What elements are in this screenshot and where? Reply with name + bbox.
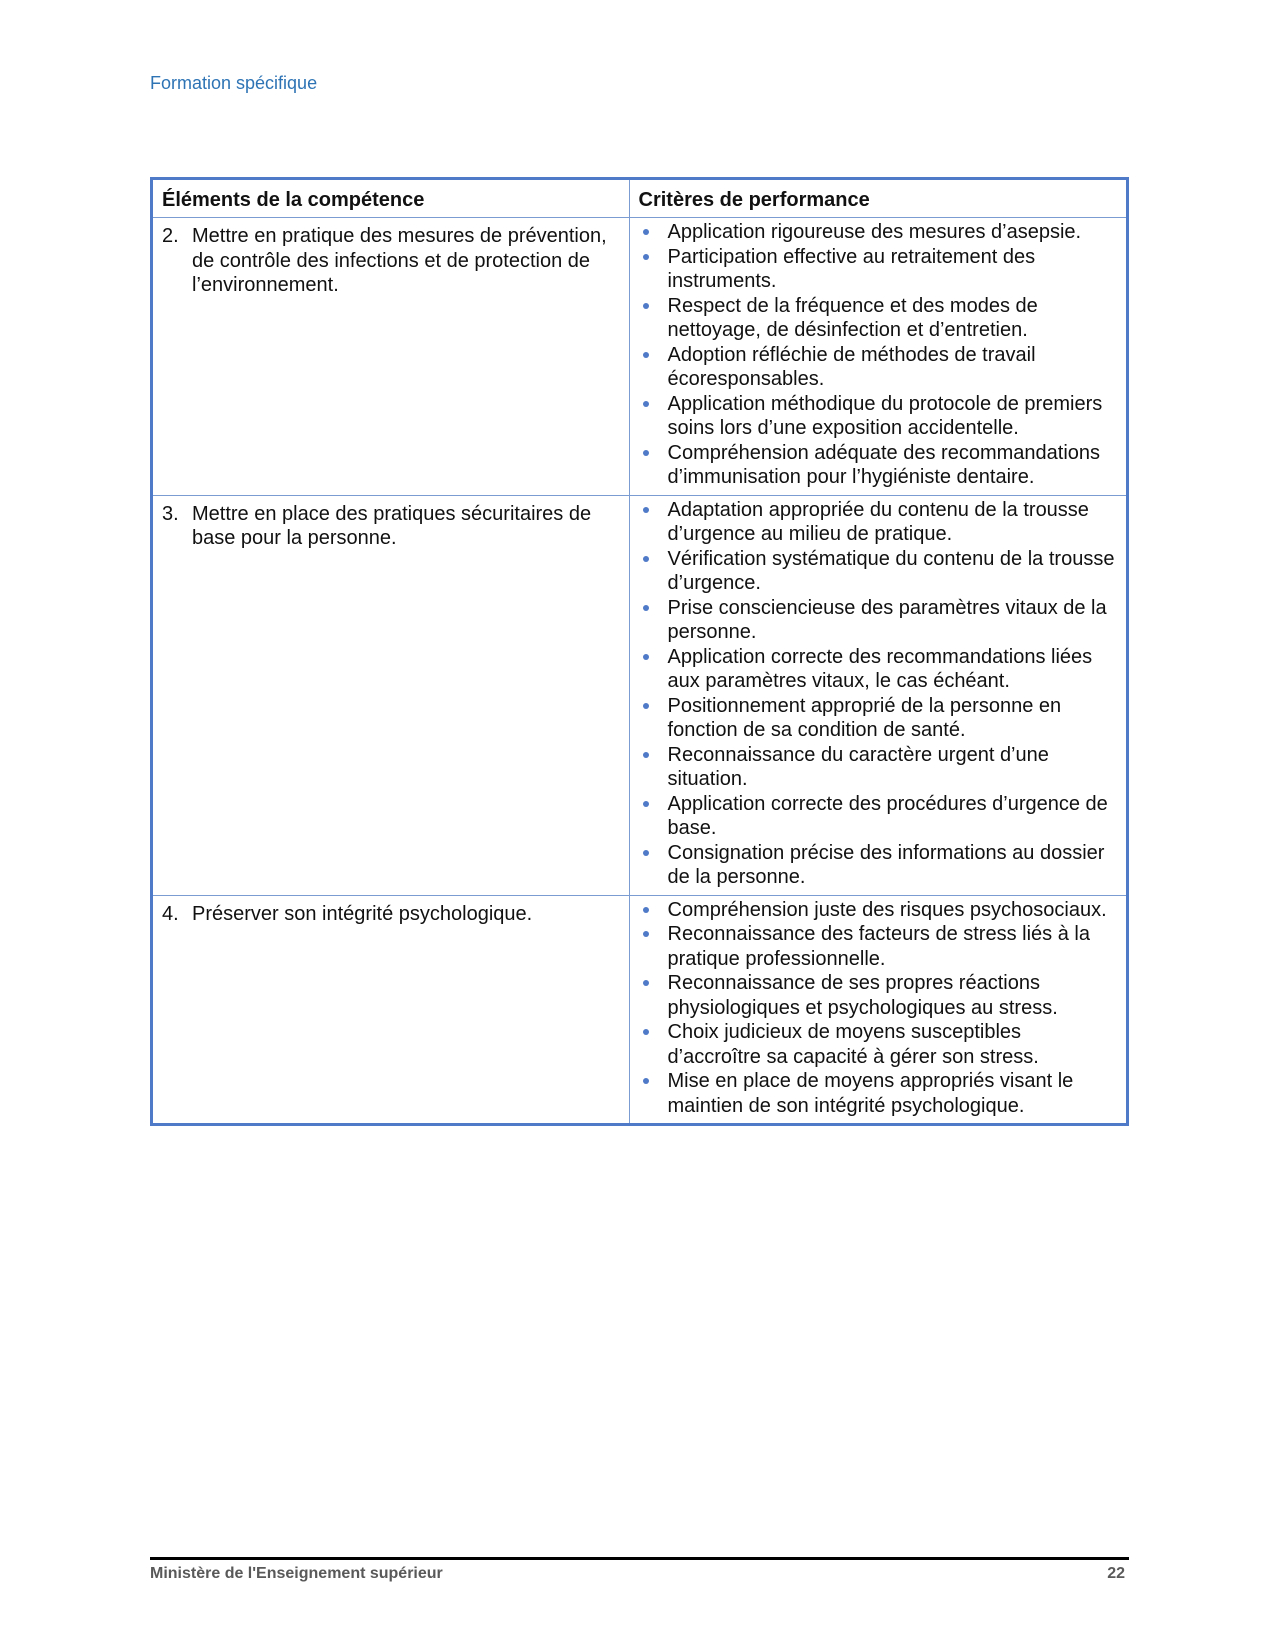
criteria-item: Compréhension adéquate des recommandations d’immunisation pour l’hygiéniste dentaire. bbox=[638, 441, 1118, 490]
element-text: Mettre en place des pratiques sécuritaires de base pour la personne. bbox=[192, 502, 592, 549]
bullet-icon bbox=[638, 596, 668, 645]
criteria-item: Choix judicieux de moyens susceptibles d’accroître sa capacité à gérer son stress. bbox=[638, 1020, 1118, 1069]
criteria-item: Adaptation appropriée du contenu de la trousse d’urgence au milieu de pratique. bbox=[638, 498, 1118, 547]
criteria-list bbox=[638, 898, 1118, 1119]
criteria-cell bbox=[629, 895, 1127, 1125]
bullet-icon bbox=[638, 392, 668, 441]
table-header-row bbox=[152, 179, 1128, 218]
element-text: Mettre en pratique des mesures de prévention, de contrôle des infections et de protection de l’environnement. bbox=[192, 225, 607, 296]
criteria-item: Respect de la fréquence et des modes de nettoyage, de désinfection et d’entretien. bbox=[638, 294, 1118, 343]
bullet-icon bbox=[638, 498, 668, 547]
criteria-list bbox=[638, 498, 1118, 890]
criteria-item: Mise en place de moyens appropriés visant le maintien de son intégrité psychologique. bbox=[638, 1069, 1118, 1118]
table-row bbox=[152, 895, 1128, 1125]
footer-publisher: Ministère de l'Enseignement supérieur bbox=[150, 1565, 443, 1582]
bullet-icon bbox=[638, 743, 668, 792]
bullet-icon bbox=[638, 1020, 668, 1069]
criteria-item: Reconnaissance des facteurs de stress liés à la pratique professionnelle. bbox=[638, 922, 1118, 971]
element-text: Préserver son intégrité psychologique. bbox=[192, 902, 533, 925]
criteria-cell bbox=[629, 495, 1127, 895]
bullet-icon bbox=[638, 792, 668, 841]
criteria-item: Compréhension juste des risques psychosociaux. bbox=[638, 898, 1118, 923]
table-row bbox=[152, 495, 1128, 895]
header-elements: Éléments de la compétence bbox=[152, 179, 630, 218]
criteria-item: Application correcte des recommandations liées aux paramètres vitaux, le cas échéant. bbox=[638, 645, 1118, 694]
page-number: 22 bbox=[1107, 1565, 1125, 1582]
element-cell bbox=[152, 218, 630, 496]
criteria-item: Reconnaissance de ses propres réactions physiologiques et psychologiques au stress. bbox=[638, 971, 1118, 1020]
element-number: 4. bbox=[162, 902, 179, 925]
criteria-item: Vérification systématique du contenu de la trousse d’urgence. bbox=[638, 547, 1118, 596]
criteria-item: Application correcte des procédures d’urgence de base. bbox=[638, 792, 1118, 841]
criteria-item: Application rigoureuse des mesures d’asepsie. bbox=[638, 220, 1118, 245]
bullet-icon bbox=[638, 971, 668, 1020]
element-cell bbox=[152, 895, 630, 1125]
criteria-item: Participation effective au retraitement des instruments. bbox=[638, 245, 1118, 294]
bullet-icon bbox=[638, 922, 668, 971]
running-header: Formation spécifique bbox=[150, 73, 318, 93]
competence-table bbox=[150, 177, 1129, 1126]
criteria-item: Prise consciencieuse des paramètres vitaux de la personne. bbox=[638, 596, 1118, 645]
bullet-icon bbox=[638, 441, 668, 490]
bullet-icon bbox=[638, 898, 668, 923]
bullet-icon bbox=[638, 343, 668, 392]
bullet-icon bbox=[638, 1069, 668, 1118]
header-criteria: Critères de performance bbox=[629, 179, 1127, 218]
criteria-item: Consignation précise des informations au dossier de la personne. bbox=[638, 841, 1118, 890]
bullet-icon bbox=[638, 547, 668, 596]
element-number: 2. bbox=[162, 225, 179, 247]
element-number: 3. bbox=[162, 502, 179, 525]
criteria-item: Adoption réfléchie de méthodes de travail écoresponsables. bbox=[638, 343, 1118, 392]
criteria-item: Reconnaissance du caractère urgent d’une situation. bbox=[638, 743, 1118, 792]
bullet-icon bbox=[638, 294, 668, 343]
bullet-icon bbox=[638, 645, 668, 694]
criteria-item: Positionnement approprié de la personne en fonction de sa condition de santé. bbox=[638, 694, 1118, 743]
table-row bbox=[152, 218, 1128, 496]
bullet-icon bbox=[638, 245, 668, 294]
bullet-icon bbox=[638, 694, 668, 743]
bullet-icon bbox=[638, 220, 668, 245]
element-cell bbox=[152, 495, 630, 895]
criteria-list bbox=[638, 220, 1118, 490]
criteria-cell bbox=[629, 218, 1127, 496]
bullet-icon bbox=[638, 841, 668, 890]
criteria-item: Application méthodique du protocole de premiers soins lors d’une exposition accidentelle. bbox=[638, 392, 1118, 441]
footer-divider bbox=[150, 1557, 1129, 1560]
